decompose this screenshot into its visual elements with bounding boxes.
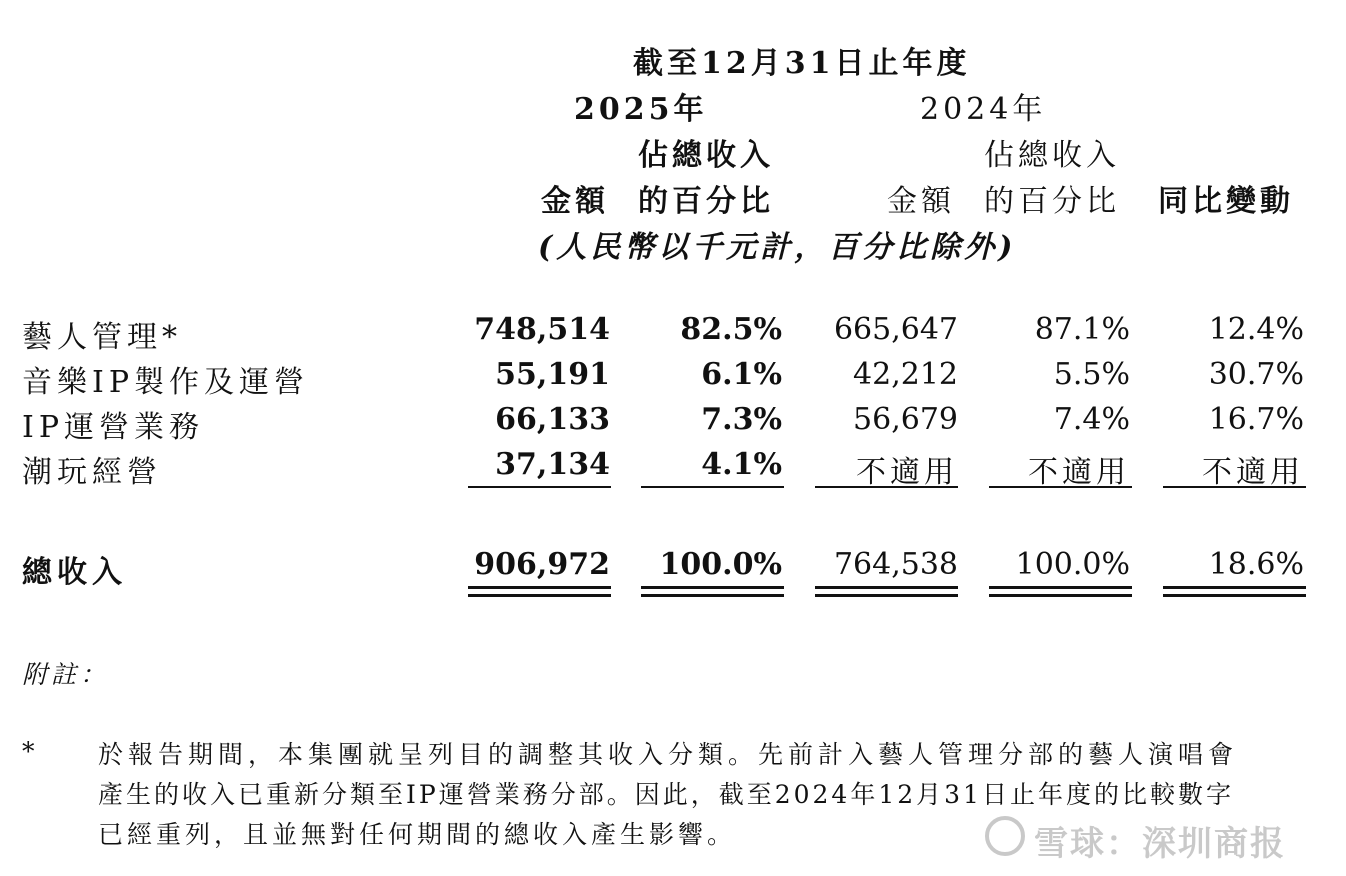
yoy-header: 同比變動 <box>1158 184 1294 219</box>
total-amount-2025: 906,972 <box>474 547 610 582</box>
total-double-rule <box>1163 586 1306 597</box>
footnote-line: 產生的收入已重新分類至IP運營業務分部。因此，截至2024年12月31日止年度的比較數字 <box>98 780 1234 809</box>
total-double-rule <box>815 586 958 597</box>
total-yoy: 18.6% <box>1208 547 1304 582</box>
snowball-logo-icon <box>985 816 1025 856</box>
amount-header-2024: 金額 <box>887 184 955 219</box>
cell-amount-2024: 42,212 <box>853 357 958 392</box>
cell-yoy: 16.7% <box>1208 402 1304 437</box>
watermark-text: 雪球：深圳商报 <box>1034 824 1286 864</box>
pct-header-2025-line1: 佔總收入 <box>638 138 774 173</box>
pct-header-2024-line2: 的百分比 <box>984 184 1120 219</box>
subtotal-rule <box>641 486 784 488</box>
cell-pct-2025: 6.1% <box>701 357 782 392</box>
footnote-marker: * <box>22 737 39 766</box>
subtotal-rule <box>989 486 1132 488</box>
row-label: 潮玩經營 <box>22 455 162 490</box>
cell-amount-2024: 不適用 <box>856 455 958 490</box>
amount-header-2025: 金額 <box>541 184 609 219</box>
footnote-line: 於報告期間，本集團就呈列目的調整其收入分類。先前計入藝人管理分部的藝人演唱會 <box>98 740 1239 769</box>
total-pct-2024: 100.0% <box>1015 547 1130 582</box>
total-double-rule <box>641 586 784 597</box>
pct-header-2024-line1: 佔總收入 <box>984 138 1120 173</box>
row-label: 音樂IP製作及運營 <box>22 365 310 400</box>
cell-pct-2024: 7.4% <box>1053 402 1130 437</box>
cell-yoy: 12.4% <box>1208 312 1304 347</box>
units-note: (人民幣以千元計，百分比除外) <box>538 230 1017 265</box>
row-label: 藝人管理* <box>22 320 182 355</box>
pct-header-2025-line2: 的百分比 <box>638 184 774 219</box>
year-2024-header: 2024年 <box>920 92 1047 127</box>
total-double-rule <box>989 586 1132 597</box>
cell-amount-2024: 665,647 <box>833 312 958 347</box>
cell-pct-2025: 7.3% <box>701 402 782 437</box>
total-amount-2024: 764,538 <box>833 547 958 582</box>
cell-pct-2025: 82.5% <box>680 312 782 347</box>
cell-amount-2024: 56,679 <box>853 402 958 437</box>
subtotal-rule <box>1163 486 1306 488</box>
subtotal-rule <box>815 486 958 488</box>
total-pct-2025: 100.0% <box>659 547 782 582</box>
total-label: 總收入 <box>22 555 127 590</box>
cell-amount-2025: 66,133 <box>495 402 610 437</box>
subtotal-rule <box>468 486 611 488</box>
cell-pct-2025: 4.1% <box>701 447 782 482</box>
cell-amount-2025: 55,191 <box>495 357 610 392</box>
cell-amount-2025: 748,514 <box>474 312 610 347</box>
total-double-rule <box>468 586 611 597</box>
cell-yoy: 不適用 <box>1202 455 1304 490</box>
notes-heading: 附註： <box>22 660 110 689</box>
cell-yoy: 30.7% <box>1208 357 1304 392</box>
footnote-line: 已經重列，且並無對任何期間的總收入產生影響。 <box>98 820 737 849</box>
cell-amount-2025: 37,134 <box>495 447 610 482</box>
cell-pct-2024: 不適用 <box>1028 455 1130 490</box>
row-label: IP運營業務 <box>22 410 205 445</box>
year-2025-header: 2025年 <box>574 92 708 127</box>
period-header: 截至12月31日止年度 <box>633 46 971 81</box>
cell-pct-2024: 5.5% <box>1053 357 1130 392</box>
cell-pct-2024: 87.1% <box>1034 312 1130 347</box>
